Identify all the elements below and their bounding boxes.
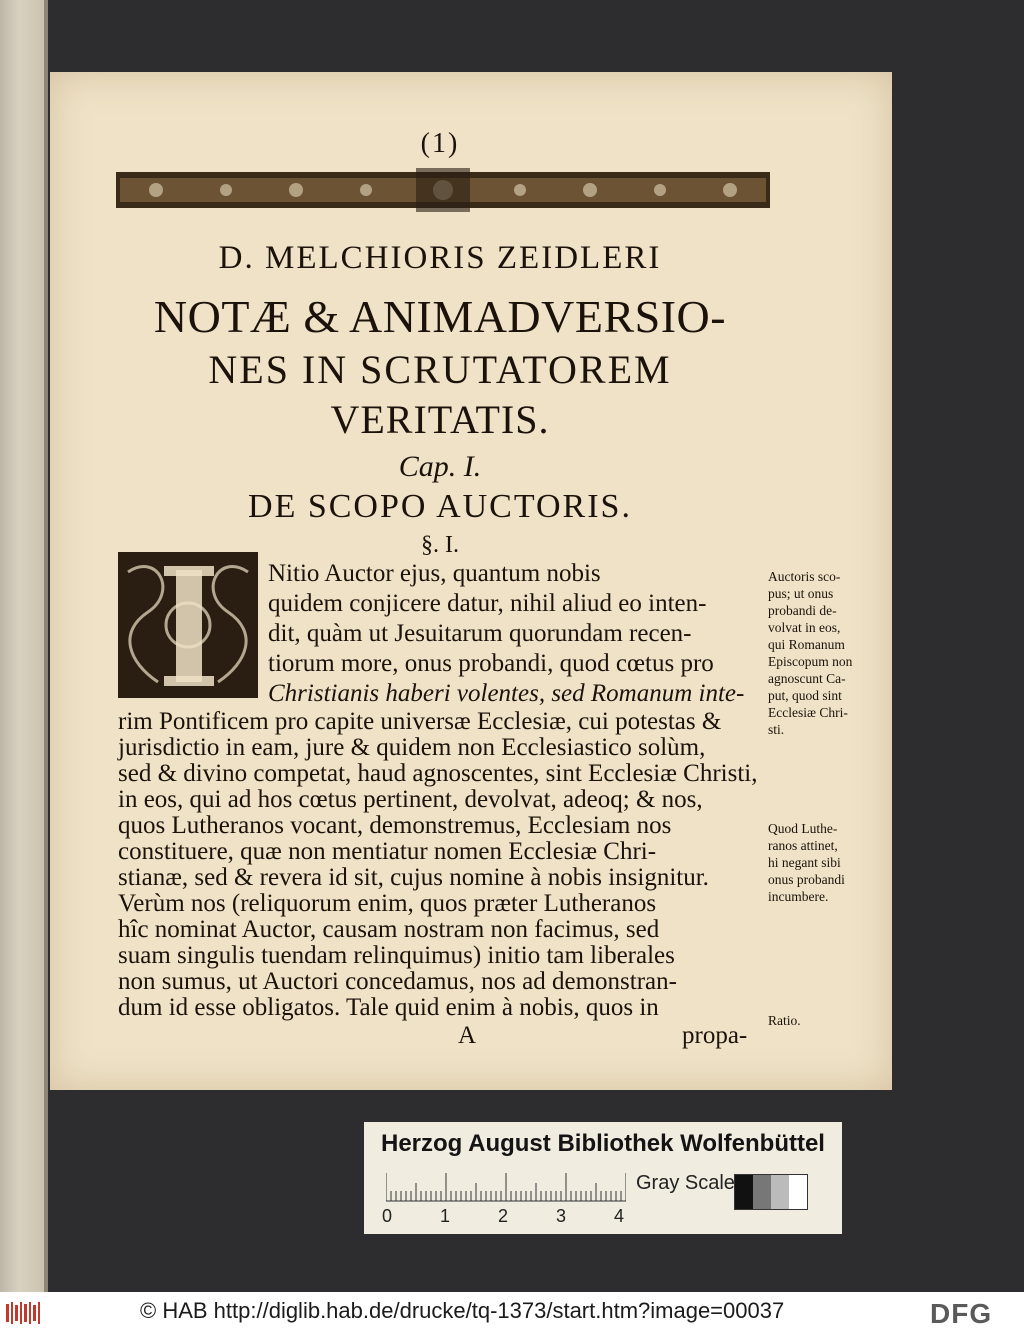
- body-line: in eos, qui ad hos cœtus pertinent, devolvat, adeoq; & nos,: [118, 786, 703, 813]
- title-line-4: VERITATIS.: [330, 397, 550, 442]
- side-note-line: Auctoris sco-: [768, 569, 841, 584]
- side-note-line: agnoscunt Ca-: [768, 671, 846, 686]
- body-line: Nitio Auctor ejus, quantum nobis: [268, 560, 601, 587]
- side-note-line: ranos attinet,: [768, 838, 838, 853]
- body-line: non sumus, ut Auctori concedamus, nos ad demonstran-: [118, 968, 677, 995]
- body-line: Verùm nos (reliquorum enim, quos præter Lutheranos: [118, 890, 657, 917]
- ruler-number: 2: [498, 1206, 509, 1226]
- dfg-logo: DFG: [930, 1298, 993, 1329]
- decorated-initial-letter: [118, 552, 258, 698]
- ornamental-headpiece: [116, 168, 770, 212]
- side-note-3: [768, 1012, 801, 1029]
- body-line: stianæ, sed & revera id sit, cujus nomine à nobis insignitur.: [118, 864, 709, 891]
- side-note-line: Quod Luthe-: [768, 821, 838, 836]
- side-note-line: pus; ut onus: [768, 586, 834, 601]
- body-line: hîc nominat Auctor, causam nostram non facimus, sed: [118, 916, 660, 943]
- side-note-line: onus probandi: [768, 872, 845, 887]
- gray-scale-label: Gray Scale: [636, 1172, 735, 1194]
- body-line: jurisdictio in eam, jure & quidem non Ecclesiastico solùm,: [118, 734, 706, 761]
- copyright-url[interactable]: © HAB http://diglib.hab.de/drucke/tq-1373/start.htm?image=00037: [140, 1298, 785, 1323]
- body-line: rim Pontificem pro capite universæ Ecclesiæ, cui potestas &: [118, 708, 722, 735]
- body-line: dum id esse obligatos. Tale quid enim à nobis, quos in: [118, 994, 659, 1021]
- section-mark: §. I.: [421, 532, 459, 558]
- ruler-number: 1: [440, 1206, 451, 1226]
- chapter-title: DE SCOPO AUCTORIS.: [248, 488, 632, 525]
- body-line: quidem conjicere datur, nihil aliud eo inten-: [268, 590, 707, 617]
- body-line: Christianis haberi volentes, sed Romanum inte-: [268, 680, 745, 707]
- library-label-card: [364, 1122, 842, 1234]
- footer-bar: [0, 1292, 1024, 1332]
- side-note-1: [768, 568, 852, 738]
- side-note-line: probandi de-: [768, 603, 837, 618]
- side-note-line: Episcopum non: [768, 654, 853, 669]
- page-number: (1): [420, 128, 460, 159]
- previous-page-edge: [0, 0, 48, 1292]
- library-name: Herzog August Bibliothek Wolfenbüttel: [381, 1130, 825, 1157]
- side-note-2: [768, 820, 845, 905]
- ruler-number: 3: [556, 1206, 567, 1226]
- ruler-number: 0: [382, 1206, 393, 1226]
- side-note-line: put, quod sint: [768, 688, 842, 703]
- title-line-3: NES IN SCRUTATOREM: [208, 347, 672, 392]
- title-author: D. MELCHIORIS ZEIDLERI: [218, 240, 662, 276]
- side-note-line: volvat in eos,: [768, 620, 841, 635]
- body-line: tiorum more, onus probandi, quod cœtus pro: [268, 650, 714, 677]
- body-line: constituere, quæ non mentiatur nomen Ecclesiæ Chri-: [118, 838, 657, 865]
- side-note-line: incumbere.: [768, 889, 829, 904]
- body-line: sed & divino competat, haud agnoscentes, sint Ecclesiæ Christi,: [118, 760, 758, 787]
- side-note-line: sti.: [768, 722, 785, 737]
- title-line-2: NOTÆ & ANIMADVERSIO-: [153, 291, 727, 342]
- signature-mark: A: [458, 1022, 477, 1049]
- side-note-line: hi negant sibi: [768, 855, 841, 870]
- hab-barcode-icon: [6, 1302, 42, 1324]
- side-note-line: Ecclesiæ Chri-: [768, 705, 848, 720]
- catchword: propa-: [682, 1022, 748, 1049]
- side-note-line: Ratio.: [768, 1013, 801, 1028]
- body-line: suam singulis tuendam relinquimus) initio tam liberales: [118, 942, 675, 969]
- book-page: [50, 72, 892, 1090]
- measurement-ruler: [386, 1172, 626, 1202]
- body-line: dit, quàm ut Jesuitarum quorundam recen-: [268, 620, 692, 647]
- gray-scale-swatch: [734, 1174, 808, 1210]
- chapter-number: Cap. I.: [398, 450, 482, 483]
- body-line: quos Lutheranos vocant, demonstremus, Ecclesiam nos: [118, 812, 672, 839]
- ruler-number: 4: [614, 1206, 625, 1226]
- side-note-line: qui Romanum: [768, 637, 845, 652]
